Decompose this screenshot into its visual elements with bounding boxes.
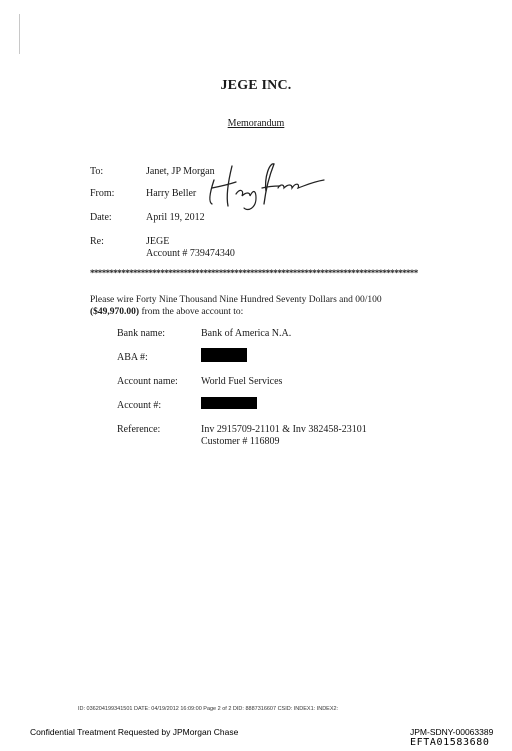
bates-number: JPM-SDNY-00063389 (410, 727, 494, 737)
bank-name-label: Bank name: (117, 328, 166, 339)
account-number-line: Account # 739474340 (146, 248, 235, 259)
company-title: JEGE INC. (220, 78, 292, 93)
reference-label: Reference: (117, 424, 161, 435)
account-number-redaction (201, 397, 257, 409)
reference-line2: Customer # 116809 (201, 436, 280, 447)
efta-number: EFTA01583680 (410, 737, 490, 748)
fax-id-line: ID: 036204199341501 DATE: 04/19/2012 16:09:00 Page 2 of 2 DID: 8887316607 CSID: INDEX1: INDEX2: (78, 706, 339, 712)
account-name-label: Account name: (117, 376, 178, 387)
re-value: JEGE (146, 236, 170, 247)
aba-label: ABA #: (117, 352, 148, 363)
instruction-line2: from the above account to: (139, 307, 244, 317)
account-number-label: Account #: (117, 400, 162, 411)
scan-edge-mark (19, 14, 20, 54)
aba-redaction (201, 348, 247, 362)
date-value: April 19, 2012 (146, 212, 205, 223)
date-label: Date: (90, 212, 112, 223)
bank-name-value: Bank of America N.A. (201, 328, 292, 339)
memo-heading: Memorandum (227, 118, 285, 129)
account-name-value: World Fuel Services (201, 376, 283, 387)
to-label: To: (90, 166, 104, 177)
from-label: From: (90, 188, 115, 199)
to-value: Janet, JP Morgan (146, 166, 215, 177)
handwritten-signature (200, 158, 330, 214)
reference-line1: Inv 2915709-21101 & Inv 382458-23101 (201, 424, 367, 435)
confidential-notice: Confidential Treatment Requested by JPMorgan Chase (30, 727, 239, 737)
re-label: Re: (90, 236, 104, 247)
wire-instruction (90, 294, 382, 318)
from-value: Harry Beller (146, 188, 197, 199)
separator-line: ************************************************************************************ (90, 268, 418, 278)
instruction-line1: Please wire Forty Nine Thousand Nine Hundred Seventy Dollars and 00/100 (90, 295, 382, 305)
wire-amount: ($49,970.00) (90, 307, 140, 317)
